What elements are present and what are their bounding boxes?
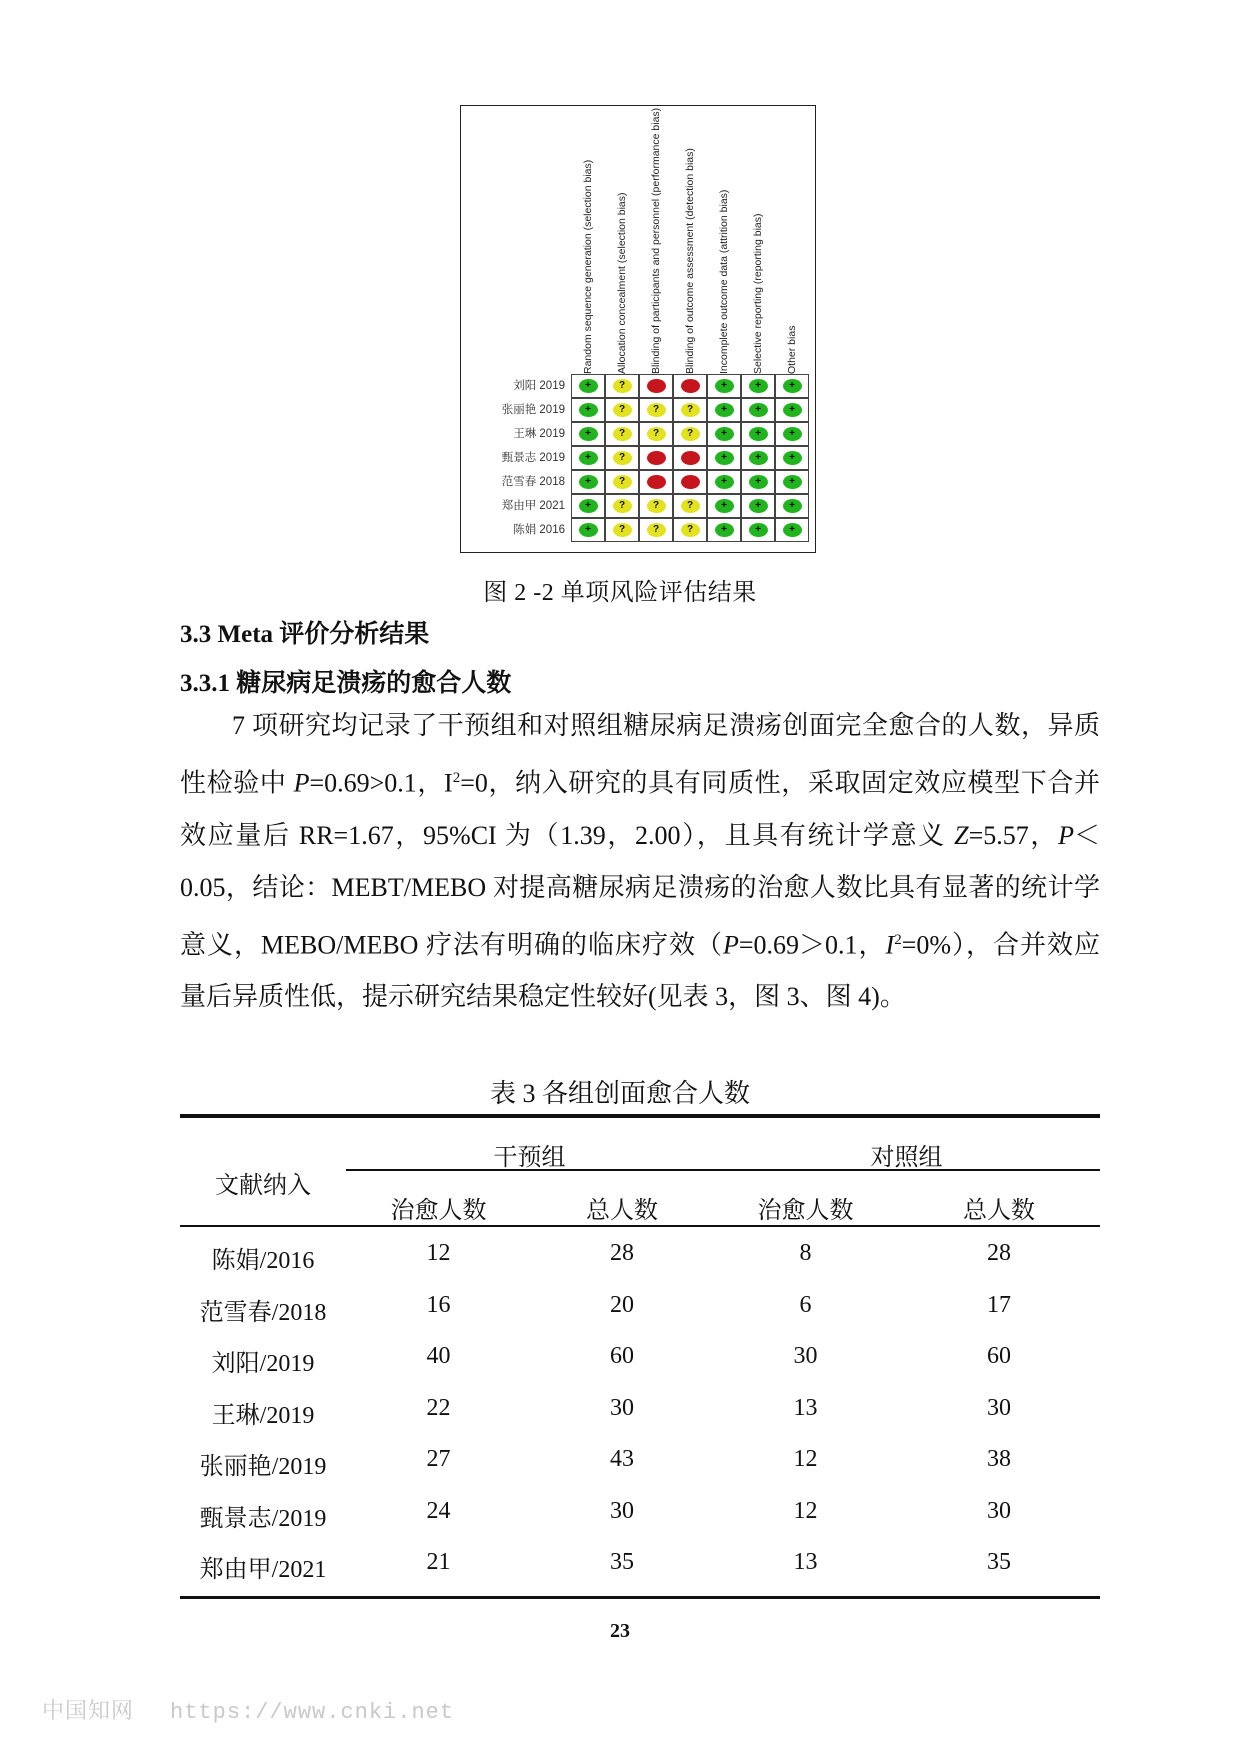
rob-row bbox=[461, 470, 815, 494]
watermark-url: https://www.cnki.net bbox=[170, 1700, 455, 1725]
cell-ctl-total: 28 bbox=[987, 1240, 1011, 1266]
rob-judgement-low: + bbox=[783, 451, 802, 465]
table-top-rule bbox=[180, 1114, 1100, 1118]
rob-judgement-unclear: ? bbox=[613, 499, 632, 513]
rob-cell bbox=[775, 422, 809, 446]
rob-row bbox=[461, 446, 815, 470]
rob-cell bbox=[775, 374, 809, 398]
rob-domain-header bbox=[741, 114, 775, 374]
rob-cell bbox=[741, 446, 775, 470]
rob-row bbox=[461, 494, 815, 518]
rob-cell bbox=[673, 494, 707, 518]
header-intervention-group: 干预组 bbox=[493, 1145, 566, 1171]
rob-cell bbox=[639, 494, 673, 518]
cell-int-total: 20 bbox=[610, 1291, 634, 1318]
rob-judgement-low: + bbox=[749, 499, 768, 513]
rob-cell bbox=[571, 518, 605, 542]
rob-cell bbox=[605, 518, 639, 542]
rob-judgement-low: + bbox=[749, 523, 768, 537]
figure-caption: 图 2 -2 单项风险评估结果 bbox=[483, 580, 757, 606]
cell-int-total: 60 bbox=[610, 1343, 634, 1369]
rob-cell bbox=[775, 518, 809, 542]
rob-row bbox=[461, 374, 815, 398]
cell-int-healed: 21 bbox=[426, 1549, 451, 1575]
rob-judgement-low: + bbox=[715, 427, 734, 441]
rob-judgement-unclear: ? bbox=[613, 523, 632, 537]
cell-int-healed: 16 bbox=[426, 1291, 451, 1318]
rob-judgement-low: + bbox=[579, 499, 598, 513]
cell-int-total: 28 bbox=[610, 1240, 634, 1266]
rob-domain-header bbox=[639, 107, 673, 374]
rob-judgement-low: + bbox=[715, 499, 734, 513]
rob-judgement-unclear: ? bbox=[681, 523, 700, 537]
rob-cell bbox=[673, 446, 707, 470]
rob-cell bbox=[707, 494, 741, 518]
rob-domain-header bbox=[605, 114, 639, 374]
rob-judgement-low: + bbox=[749, 451, 768, 465]
cell-study: 张丽艳/2019 bbox=[199, 1454, 327, 1480]
rob-cell bbox=[741, 518, 775, 542]
rob-judgement-low: + bbox=[579, 451, 598, 465]
rob-judgement-low: + bbox=[783, 379, 802, 393]
rob-judgement-unclear: ? bbox=[681, 427, 700, 441]
rob-cell bbox=[741, 422, 775, 446]
cell-study: 甄景志/2019 bbox=[199, 1505, 327, 1532]
rob-row bbox=[461, 398, 815, 422]
rob-judgement-unclear: ? bbox=[613, 475, 632, 489]
rob-cell bbox=[639, 398, 673, 422]
rob-judgement-low: + bbox=[579, 379, 598, 393]
cell-int-healed: 40 bbox=[426, 1343, 451, 1369]
rob-domain-label: Blinding of participants and personnel (performance bias) bbox=[650, 107, 662, 374]
cell-ctl-healed: 13 bbox=[793, 1394, 818, 1421]
rob-study-label: 陈娟 2016 bbox=[513, 524, 565, 536]
rob-cell bbox=[741, 374, 775, 398]
rob-cell bbox=[707, 422, 741, 446]
rob-judgement-unclear: ? bbox=[613, 403, 632, 417]
rob-domain-headers bbox=[571, 106, 807, 374]
cell-int-healed: 27 bbox=[426, 1446, 451, 1472]
rob-cell bbox=[673, 518, 707, 542]
rob-cell bbox=[673, 398, 707, 422]
rob-cell bbox=[707, 374, 741, 398]
cell-int-total: 30 bbox=[610, 1497, 634, 1524]
rob-judgement-high bbox=[681, 451, 700, 465]
rob-judgement-low: + bbox=[715, 451, 734, 465]
cell-int-total: 43 bbox=[610, 1446, 634, 1472]
rob-domain-header bbox=[707, 114, 741, 374]
rob-judgement-low: + bbox=[715, 475, 734, 489]
rob-study-label: 范雪春 2018 bbox=[501, 476, 565, 488]
rob-cell bbox=[605, 470, 639, 494]
rob-domain-label: Selective reporting (reporting bias) bbox=[752, 213, 764, 374]
rob-judgement-unclear: ? bbox=[681, 499, 700, 513]
rob-judgement-low: + bbox=[715, 403, 734, 417]
rob-cell bbox=[707, 446, 741, 470]
rob-study-label: 王琳 2019 bbox=[513, 428, 565, 440]
cell-ctl-healed: 12 bbox=[793, 1497, 818, 1524]
rob-judgement-low: + bbox=[749, 403, 768, 417]
rob-cell bbox=[571, 446, 605, 470]
cell-ctl-healed: 13 bbox=[793, 1549, 818, 1575]
cell-int-healed: 22 bbox=[426, 1394, 451, 1421]
rob-cell bbox=[605, 398, 639, 422]
table-title: 表 3 各组创面愈合人数 bbox=[489, 1079, 750, 1108]
rob-cell bbox=[571, 470, 605, 494]
rob-cell bbox=[639, 422, 673, 446]
header-control-group: 对照组 bbox=[870, 1145, 943, 1171]
rob-cell bbox=[775, 446, 809, 470]
rob-domain-label: Random sequence generation (selection bias) bbox=[582, 159, 594, 374]
rob-judgement-low: + bbox=[715, 379, 734, 393]
body-paragraph: 7 项研究均记录了干预组和对照组糖尿病足溃疡创面完全愈合的人数，异质性检验中 P=0.69>0.1，$I^2=0$，纳入研究的具有同质性，采取固定效应模型下合并效应量后 RR=1.67，95%CI 为（1.39，2.00），且具有统计学意义 Z=5.57，P＜0.05，结论：MEBT/MEBO 对提高糖尿病足溃疡的治愈人数比具有显著的统计学意义，MEBO/MEBO 疗法有明确的临床疗效（P=0.69＞0.1，$I^2=0\%$），合并效应量后异质性低，提示研究结果稳定性较好(见表 3，图 3、图 4)。 bbox=[180, 711, 1101, 1012]
rob-cell bbox=[775, 470, 809, 494]
table-header-rule bbox=[180, 1225, 1100, 1227]
cell-ctl-healed: 8 bbox=[799, 1240, 812, 1266]
rob-cell bbox=[639, 470, 673, 494]
watermark bbox=[42, 1694, 454, 1725]
rob-judgement-low: + bbox=[749, 379, 768, 393]
rob-judgement-low: + bbox=[749, 475, 768, 489]
table-bottom-rule bbox=[180, 1596, 1100, 1599]
rob-cell bbox=[605, 446, 639, 470]
rob-domain-header bbox=[775, 114, 809, 374]
cell-int-total: 35 bbox=[610, 1549, 634, 1575]
cell-ctl-healed: 6 bbox=[799, 1291, 812, 1318]
rob-cell bbox=[673, 470, 707, 494]
rob-judgement-low: + bbox=[579, 523, 598, 537]
header-ctl-total: 总人数 bbox=[963, 1198, 1035, 1224]
rob-cell bbox=[605, 422, 639, 446]
page-number: 23 bbox=[610, 1620, 630, 1642]
rob-cell bbox=[707, 470, 741, 494]
cell-ctl-total: 35 bbox=[987, 1549, 1011, 1575]
rob-cell bbox=[571, 494, 605, 518]
rob-cell bbox=[673, 374, 707, 398]
cell-ctl-healed: 12 bbox=[793, 1446, 818, 1472]
rob-judgement-unclear: ? bbox=[647, 523, 666, 537]
rob-cell bbox=[639, 374, 673, 398]
rob-judgement-low: + bbox=[579, 475, 598, 489]
header-int-healed: 治愈人数 bbox=[390, 1198, 487, 1224]
cell-int-healed: 12 bbox=[426, 1240, 451, 1266]
rob-judgement-low: + bbox=[579, 427, 598, 441]
rob-cell bbox=[707, 518, 741, 542]
rob-judgement-low: + bbox=[783, 499, 802, 513]
header-study: 文献纳入 bbox=[215, 1173, 311, 1199]
rob-cell bbox=[741, 470, 775, 494]
rob-judgement-high bbox=[647, 475, 666, 489]
rob-cell bbox=[741, 398, 775, 422]
rob-cell bbox=[775, 494, 809, 518]
header-ctl-healed: 治愈人数 bbox=[757, 1198, 854, 1224]
rob-cell bbox=[571, 422, 605, 446]
rob-judgement-unclear: ? bbox=[681, 403, 700, 417]
rob-judgement-low: + bbox=[715, 523, 734, 537]
risk-of-bias-figure bbox=[460, 105, 816, 553]
cell-study: 郑由甲/2021 bbox=[199, 1557, 327, 1583]
cell-ctl-total: 38 bbox=[987, 1446, 1011, 1472]
rob-domain-header bbox=[673, 114, 707, 374]
section-heading-3-3-1: 3.3.1 糖尿病足溃疡的愈合人数 bbox=[180, 670, 512, 697]
rob-judgement-unclear: ? bbox=[613, 451, 632, 465]
header-int-total: 总人数 bbox=[586, 1198, 658, 1224]
rob-judgement-unclear: ? bbox=[647, 499, 666, 513]
rob-judgement-high bbox=[647, 451, 666, 465]
cell-study: 范雪春/2018 bbox=[199, 1299, 327, 1326]
rob-study-label: 刘阳 2019 bbox=[513, 380, 565, 392]
rob-cell bbox=[571, 374, 605, 398]
rob-judgement-unclear: ? bbox=[613, 379, 632, 393]
cell-ctl-total: 60 bbox=[987, 1343, 1011, 1369]
rob-cell bbox=[639, 446, 673, 470]
cell-ctl-total: 30 bbox=[987, 1394, 1011, 1421]
rob-judgement-high bbox=[647, 379, 666, 393]
rob-cell bbox=[673, 422, 707, 446]
rob-cell bbox=[639, 518, 673, 542]
cell-ctl-total: 17 bbox=[987, 1291, 1011, 1318]
rob-judgement-unclear: ? bbox=[613, 427, 632, 441]
cell-ctl-total: 30 bbox=[987, 1497, 1011, 1524]
cell-study: 陈娟/2016 bbox=[211, 1248, 315, 1274]
rob-judgement-low: + bbox=[749, 427, 768, 441]
cell-study: 刘阳/2019 bbox=[211, 1351, 315, 1377]
rob-study-label: 郑由甲 2021 bbox=[501, 500, 565, 512]
rob-judgement-high bbox=[681, 379, 700, 393]
rob-cell bbox=[707, 398, 741, 422]
rob-judgement-low: + bbox=[783, 403, 802, 417]
cell-study: 王琳/2019 bbox=[211, 1402, 315, 1429]
rob-domain-label: Blinding of outcome assessment (detection bias) bbox=[684, 148, 696, 374]
rob-judgement-low: + bbox=[783, 523, 802, 537]
rob-row bbox=[461, 518, 815, 542]
cell-ctl-healed: 30 bbox=[793, 1343, 818, 1369]
rob-cell bbox=[605, 494, 639, 518]
rob-domain-label: Allocation concealment (selection bias) bbox=[616, 192, 628, 374]
rob-cell bbox=[605, 374, 639, 398]
rob-domain-label: Incomplete outcome data (attrition bias) bbox=[718, 189, 730, 374]
rob-judgement-unclear: ? bbox=[647, 403, 666, 417]
rob-judgement-high bbox=[681, 475, 700, 489]
cell-int-total: 30 bbox=[610, 1394, 634, 1421]
rob-cell bbox=[741, 494, 775, 518]
rob-judgement-unclear: ? bbox=[647, 427, 666, 441]
rob-domain-label: Other bias bbox=[786, 325, 798, 374]
section-heading-3-3: 3.3 Meta 评价分析结果 bbox=[180, 621, 430, 648]
rob-judgement-low: + bbox=[783, 427, 802, 441]
rob-study-label: 张丽艳 2019 bbox=[501, 404, 565, 416]
rob-cell bbox=[571, 398, 605, 422]
rob-study-label: 甄景志 2019 bbox=[501, 452, 565, 464]
rob-judgement-low: + bbox=[783, 475, 802, 489]
rob-judgement-low: + bbox=[579, 403, 598, 417]
rob-cell bbox=[775, 398, 809, 422]
watermark-logo: 中国知网 bbox=[42, 1699, 135, 1724]
cell-int-healed: 24 bbox=[426, 1497, 451, 1524]
rob-domain-header bbox=[571, 114, 605, 374]
rob-row bbox=[461, 422, 815, 446]
